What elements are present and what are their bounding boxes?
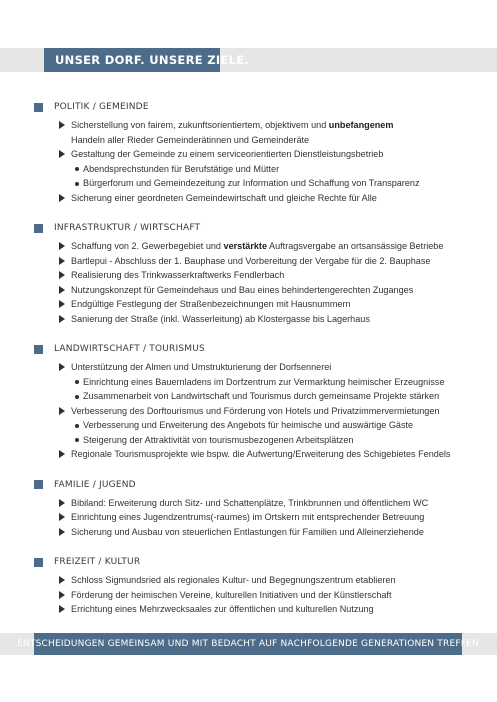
item-text: Regionale Tourismusprojekte wie bspw. die Aufwertung/Erweiterung des Schigebietes Fendels [71,449,451,459]
list-item [34,239,474,254]
triangle-bullet-icon [59,121,65,129]
section [34,479,474,540]
sub-list-item [34,389,474,404]
section-title: FAMILIE / JUGEND [54,479,136,490]
item-text: Einrichtung eines Jugendzentrums(-raumes) im Ortskern mit entsprechender Betreuung [71,512,425,522]
triangle-bullet-icon [59,194,65,202]
item-emphasis: unbefangenem [328,120,394,130]
triangle-bullet-icon [59,300,65,308]
section-title: INFRASTRUKTUR / WIRTSCHAFT [54,223,201,233]
triangle-bullet-icon [59,576,65,584]
section-title: LANDWIRTSCHAFT / TOURISMUS [54,344,205,354]
item-emphasis: verstärkte [223,241,267,251]
dot-bullet-icon [75,167,79,171]
sub-item-text: Zusammenarbeit von Landwirtschaft und Tourismus durch gemeinsame Projekte stärken [83,391,440,401]
triangle-bullet-icon [59,150,65,158]
list-item [34,447,474,462]
triangle-bullet-icon [59,363,65,371]
section [34,343,474,462]
triangle-bullet-icon [59,407,65,415]
square-bullet-icon [34,480,43,489]
item-text-continuation: Handeln aller Rieder Gemeinderätinnen und Gemeinderäte [71,134,310,145]
item-text: Gestaltung der Gemeinde zu einem serviceorientierten Dienstleistungsbetrieb [71,149,384,159]
list-item [34,254,474,269]
section-header [34,101,474,113]
item-text: Endgültige Festlegung der Straßenbezeichnungen mit Hausnummern [71,299,351,309]
dot-bullet-icon [75,182,79,186]
sections-container [34,101,474,634]
sub-list-item [34,375,474,390]
section [34,101,474,205]
item-text: Verbesserung des Dorftourismus und Förderung von Hotels und Privatzimmervermietungen [71,405,440,416]
item-text: Errichtung eines Mehrzwecksaales zur öffentlichen und kulturellen Nutzung [71,604,374,614]
dot-bullet-icon [75,424,79,428]
section-header [34,343,474,355]
square-bullet-icon [34,345,43,354]
item-text: Bartlepui - Abschluss der 1. Bauphase und Vorbereitung der Vergabe für die 2. Bauphase [71,255,431,266]
list-item [34,573,474,588]
item-text: Schaffung von 2. Gewerbegebiet und [71,241,224,251]
triangle-bullet-icon [59,605,65,613]
list-item [34,588,474,603]
page-title: UNSER DORF. UNSERE ZIELE. [44,48,220,72]
section-title: FREIZEIT / KULTUR [54,557,141,567]
sub-item-text: Bürgerforum und Gemeindezeitung zur Information und Schaffung von Transparenz [83,178,420,188]
triangle-bullet-icon [59,528,65,536]
list-item [34,147,474,162]
triangle-bullet-icon [59,242,65,250]
triangle-bullet-icon [59,286,65,294]
list-item [34,297,474,312]
triangle-bullet-icon [59,315,65,323]
item-text: Sanierung der Straße (inkl. Wasserleitung) ab Klostergasse bis Lagerhaus [71,313,370,324]
triangle-bullet-icon [59,591,65,599]
section [34,222,474,326]
footer-banner: ENTSCHEIDUNGEN GEMEINSAM UND MIT BEDACHT AUF NACHFOLGENDE GENERATIONEN TREFFEN [34,633,462,655]
item-text: Realisierung des Trinkwasserkraftwerks Fendlerbach [71,270,285,280]
sub-item-text: Steigerung der Attraktivität von tourismusbezogenen Arbeitsplätzen [83,434,354,445]
item-text: Sicherung und Ausbau von steuerlichen Entlastungen für Familien und Alleinerziehende [71,526,424,537]
item-text-end: Auftragsvergabe an ortsansässige Betriebe [267,241,444,251]
dot-bullet-icon [75,395,79,399]
item-text: Förderung der heimischen Vereine, kulturellen Initiativen und der Künstlerschaft [71,589,392,600]
triangle-bullet-icon [59,450,65,458]
sub-item-text: Verbesserung und Erweiterung des Angebots für heimische und auswärtige Gäste [83,420,414,430]
triangle-bullet-icon [59,499,65,507]
item-text: Sicherstellung von fairem, zukunftsorientiertem, objektivem und [71,120,329,130]
item-text: Nutzungskonzept für Gemeindehaus und Bau eines behindertengerechten Zuganges [71,284,414,295]
item-text: Bibiland: Erweiterung durch Sitz- und Schattenplätze, Trinkbrunnen und öffentlichem WC [71,497,429,508]
triangle-bullet-icon [59,513,65,521]
item-text: Schloss Sigmundsried als regionales Kultur- und Begegnungszentrum etablieren [71,575,396,585]
list-item [34,191,474,206]
list-item [34,525,474,540]
item-text: Unterstützung der Almen und Umstrukturierung der Dorfsennerei [71,362,332,372]
list-item [34,118,474,147]
section-title: POLITIK / GEMEINDE [54,102,149,112]
section-header [34,479,474,491]
list-item [34,283,474,298]
section-header [34,222,474,234]
square-bullet-icon [34,224,43,233]
sub-item-text: Abendsprechstunden für Berufstätige und Mütter [83,163,280,174]
square-bullet-icon [34,558,43,567]
sub-item-text: Einrichtung eines Bauernladens im Dorfzentrum zur Vermarktung heimischer Erzeugnisse [83,376,445,387]
list-item [34,496,474,511]
item-text: Sicherung einer geordneten Gemeindewirtschaft und gleiche Rechte für Alle [71,192,377,203]
list-item [34,360,474,375]
section-header [34,556,474,568]
list-item [34,510,474,525]
list-item [34,268,474,283]
triangle-bullet-icon [59,271,65,279]
sub-list-item [34,176,474,191]
square-bullet-icon [34,103,43,112]
sub-list-item [34,433,474,448]
list-item [34,602,474,617]
list-item [34,312,474,327]
triangle-bullet-icon [59,257,65,265]
sub-list-item [34,162,474,177]
section [34,556,474,617]
list-item [34,404,474,419]
dot-bullet-icon [75,438,79,442]
sub-list-item [34,418,474,433]
dot-bullet-icon [75,380,79,384]
